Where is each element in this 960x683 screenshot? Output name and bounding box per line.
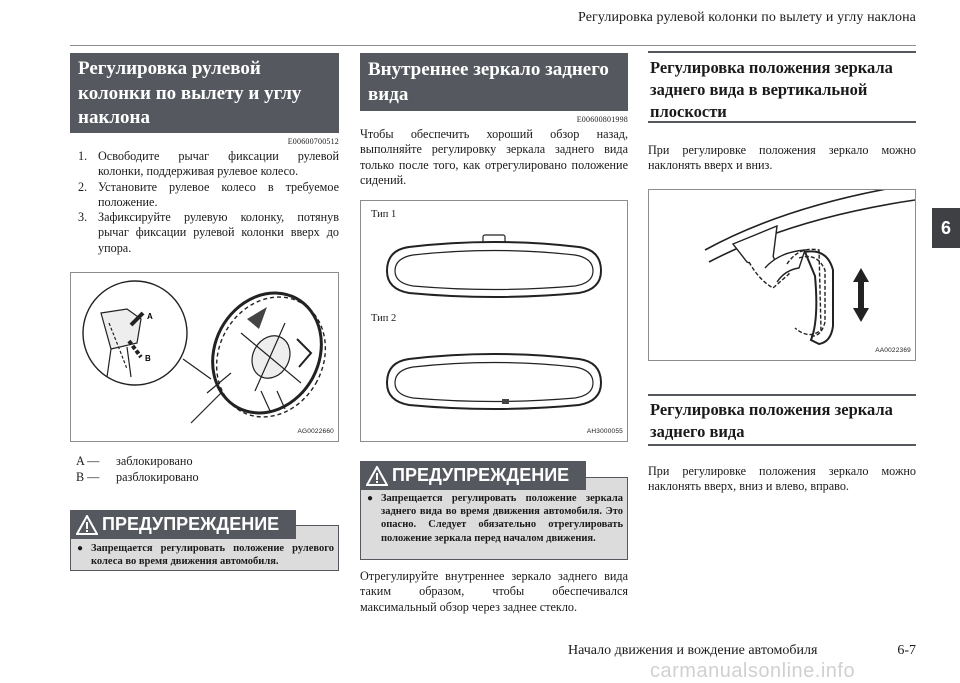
outro-paragraph: Отрегулируйте внутреннее зеркало заднего вида таким образом, чтобы обеспечивался максимальный обзор через заднее стекло. — [360, 569, 628, 614]
legend-key: B — — [76, 470, 100, 484]
intro-paragraph: Чтобы обеспечить хороший обзор назад, выполняйте регулировку зеркала заднего вида только после того, как отрегулировано положение сидений. — [360, 127, 628, 187]
mirror-types-illustration — [361, 201, 627, 441]
step-text: Установите рулевое колесо в требуемое положение. — [98, 179, 339, 209]
warning-triangle-icon — [366, 466, 388, 486]
step-number: 3. — [78, 210, 88, 225]
steering-figure — [70, 272, 339, 442]
bullet-icon: ● — [77, 543, 84, 554]
watermark: carmanualsonline.info — [650, 660, 856, 682]
warning-heading — [360, 461, 586, 490]
legend-key: A — — [76, 454, 100, 468]
step-text: Освободите рычаг фиксации рулевой колонки, поддерживая рулевое колесо. — [98, 149, 339, 179]
legend-value: заблокировано — [116, 454, 193, 468]
label-b: B — [145, 354, 151, 363]
figure-code: AH3000055 — [586, 428, 623, 435]
label-a: A — [147, 312, 153, 321]
section-title-mirror: Внутреннее зеркало заднего вида — [360, 53, 628, 111]
warning-text: Запрещается регулировать положение зеркала заднего вида во время движения автомобиля. Это опасно. Следует обязательно отрегулировать положение зеркала перед началом движения. — [381, 493, 623, 544]
section-title-steering: Регулировка рулевой колонки по вылету и углу наклона — [70, 53, 339, 133]
warning-heading — [70, 510, 296, 539]
legend-value: разблокировано — [116, 470, 199, 484]
step-number: 2. — [78, 179, 88, 194]
steps-list — [70, 149, 339, 256]
legend-item — [76, 453, 339, 469]
figure-legend — [76, 453, 339, 485]
list-item — [70, 149, 339, 180]
step-number: 1. — [78, 149, 88, 163]
figure-code: AA0022369 — [875, 347, 911, 354]
step-text: Зафиксируйте рулевую колонку, потянув рычаг фиксации рулевой колонки вверх до упора. — [98, 210, 339, 255]
list-item — [70, 180, 339, 211]
figure-code: AG0022660 — [297, 428, 334, 435]
section-code: E00600700512 — [287, 137, 339, 146]
warning-heading-text: ПРЕДУПРЕЖДЕНИЕ — [392, 465, 570, 485]
section-title-position: Регулировка положения зеркала заднего вида — [648, 394, 916, 446]
warning-box-steering — [70, 514, 339, 571]
vertical-paragraph: При регулировке положения зеркало можно наклонять вверх и вниз. — [648, 143, 916, 173]
chapter-tab[interactable]: 6 — [932, 208, 960, 248]
mirror-types-figure — [360, 200, 628, 442]
header-rule — [70, 45, 916, 46]
mirror-tilt-illustration — [649, 190, 915, 360]
type2-label: Тип 2 — [371, 313, 397, 324]
page-number: 6-7 — [897, 643, 916, 658]
warning-heading-text: ПРЕДУПРЕЖДЕНИЕ — [102, 514, 280, 534]
type1-label: Тип 1 — [371, 209, 397, 220]
warning-box-mirror — [360, 465, 628, 560]
section-code: E00600801998 — [576, 115, 628, 124]
steering-column-illustration — [71, 273, 338, 441]
legend-item — [76, 469, 339, 485]
bullet-icon: ● — [367, 493, 374, 504]
mirror-tilt-figure — [648, 189, 916, 361]
section-title-vertical: Регулировка положения зеркала заднего вида в вертикальной плоскости — [648, 51, 916, 123]
warning-triangle-icon — [76, 515, 98, 535]
page-footer — [568, 643, 916, 659]
running-header: Регулировка рулевой колонки по вылету и углу наклона — [578, 10, 916, 25]
warning-text: Запрещается регулировать положение рулевого колеса во время движения автомобиля. — [91, 543, 334, 568]
position-paragraph: При регулировке положения зеркало можно наклонять вверх, вниз и влево, вправо. — [648, 464, 916, 494]
list-item — [70, 210, 339, 256]
footer-section: Начало движения и вождение автомобиля — [568, 643, 818, 658]
